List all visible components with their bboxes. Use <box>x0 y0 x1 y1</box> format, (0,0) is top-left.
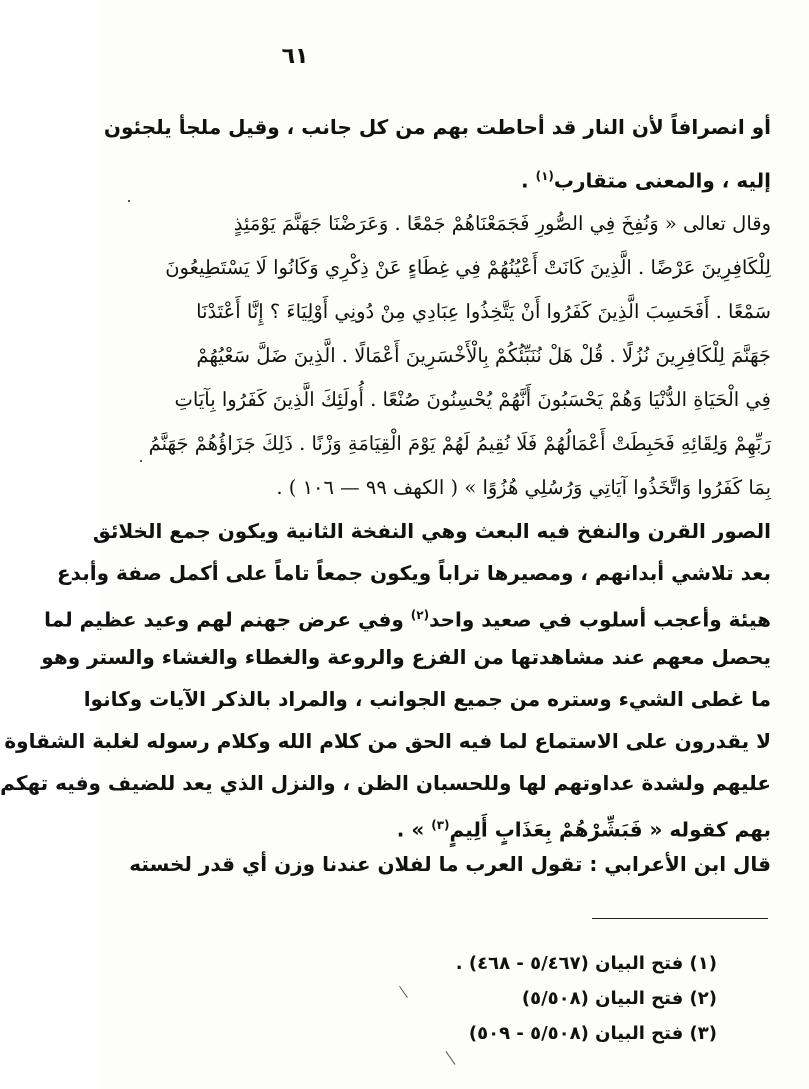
verse-line: سَمْعًا . أَفَحَسِبَ الَّذِينَ كَفَرُوا أَنْ يَتَّخِذُوا عِبَادِي مِنْ دُونِي أَوْلِيَاءَ ؟ إِنَّا أَعْتَدْنَا <box>196 300 771 323</box>
scan-speck <box>128 200 130 202</box>
text-line: عليهم ولشدة عداوتهم لها وللحسبان الظن ، والنزل الذي يعد للضيف وفيه تهكم <box>0 771 771 795</box>
footnote-ref-1: (١) <box>535 169 554 183</box>
footnote-2: (٢) فتح البيان (٥/٥٠٨) <box>521 988 717 1009</box>
footnotes <box>417 946 717 1051</box>
text-line: لا يقدرون على الاستماع لما فيه الحق من كلام الله وكلام رسوله لغلبة الشقاوة <box>4 729 771 753</box>
footnote-ref-3: (٣) <box>431 818 450 832</box>
footnote-ref-2: (٢) <box>410 608 430 622</box>
text-line: إليه ، والمعنى متقارب$^{(١)}$ . <box>521 168 771 193</box>
closing-quote: » . <box>396 817 425 842</box>
text-line-content: هيئة وأعجب أسلوب في صعيد واحد <box>429 607 771 632</box>
text-line <box>141 804 771 846</box>
scan-speck <box>446 1051 456 1065</box>
verse-line: بِمَا كَفَرُوا وَاتَّخَذُوا آيَاتِي وَرُسُلِي هُزُوًا » ( الكهف ٩٩ — ١٠٦ ) . <box>276 476 771 499</box>
text-line: ما غطى الشيء وستره من جميع الجوانب ، والمراد بالذكر الآيات وكانوا <box>83 687 771 711</box>
verse-line: لِلْكَافِرِينَ عَرْضًا . الَّذِينَ كَانَتْ أَعْيُنُهُمْ فِي غِطَاءٍ عَنْ ذِكْرِي وَكَانُوا لَا يَسْتَطِيعُونَ <box>165 256 771 279</box>
scan-speck <box>399 986 408 998</box>
paragraph-1 <box>103 103 771 201</box>
scan-speck <box>140 460 142 462</box>
page-number: ٦١ <box>281 44 309 69</box>
text-line: بعد تلاشي أبدانهم ، ومصيرها تراباً ويكون جمعاً تاماً على أكمل صفة وأبدع <box>57 561 771 585</box>
paragraph-3 <box>129 844 771 884</box>
paragraph-2 <box>0 510 771 846</box>
verse-line: جَهَنَّمَ لِلْكَافِرِينَ نُزُلًا . قُلْ هَلْ نُنَبِّئُكُمْ بِالْأَخْسَرِينَ أَعْمَالًا . الَّذِينَ ضَلَّ سَعْيُهُمْ <box>196 344 771 367</box>
text-line: أو انصرافاً لأن النار قد أحاطت بهم من كل جانب ، وقيل ملجأ يلجئون <box>103 115 771 139</box>
text-line-content: إليه ، والمعنى متقارب <box>553 168 771 193</box>
text-line <box>44 594 771 636</box>
text-line: الصور القرن والنفخ فيه البعث وهي النفخة الثانية ويكون جمع الخلائق <box>92 519 771 543</box>
verse-line: رَبِّهِمْ وَلِقَائِهِ فَحَبِطَتْ أَعْمَالُهُمْ فَلَا نُقِيمُ لَهُمْ يَوْمَ الْقِيَامَةِ وَزْنًا . ذَلِكَ جَزَاؤُهُمْ جَهَنَّمُ <box>148 432 771 455</box>
text-line: قال ابن الأعرابي : تقول العرب ما لفلان عندنا وزن أي قدر لخسته <box>129 852 771 876</box>
text-line: يحصل معهم عند مشاهدتها من الفزع والروعة والغطاء والغشاء والستر وهو <box>41 645 771 669</box>
quran-verse-block <box>141 202 771 510</box>
footnote-1: (١) فتح البيان (٥/٤٦٧ - ٤٦٨) . <box>455 953 717 974</box>
text-line-tail: وفي عرض جهنم لهم وعيد عظيم لما <box>44 607 404 632</box>
footnote-3: (٣) فتح البيان (٥/٥٠٨ - ٥٠٩) <box>468 1023 717 1044</box>
verse-line: فِي الْحَيَاةِ الدُّنْيَا وَهُمْ يَحْسَبُونَ أَنَّهُمْ يُحْسِنُونَ صُنْعًا . أُولَئِكَ الَّذِينَ كَفَرُوا بِآيَاتِ <box>174 388 771 411</box>
verse-line: وقال تعالى « وَنُفِخَ فِي الصُّورِ فَجَمَعْنَاهُمْ جَمْعًا . وَعَرَضْنَا جَهَنَّمَ يَوْمَئِذٍ <box>233 212 771 235</box>
text-line-content: بهم كقوله « فَبَشِّرْهُمْ بِعَذَابٍ أَلِيمٍ <box>449 817 771 842</box>
footnote-divider <box>592 918 768 919</box>
